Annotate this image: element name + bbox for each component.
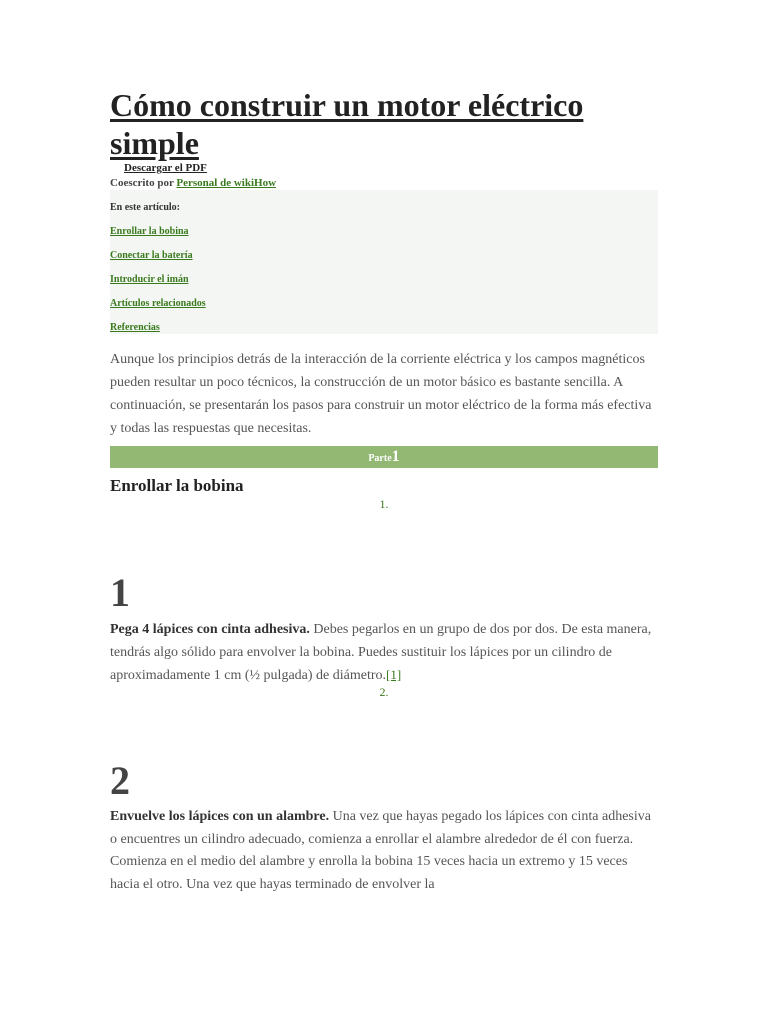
table-of-contents [110, 190, 658, 334]
toc-item-enrollar-bobina[interactable]: Enrollar la bobina [110, 226, 189, 237]
section-title: Enrollar la bobina [110, 476, 244, 495]
reference-link[interactable]: [1] [386, 667, 402, 682]
download-pdf-link[interactable]: Descargar el PDF [124, 162, 207, 174]
step-body-text: Debes pegarlos en un grupo de dos por dos. De esta manera, tendrás algo sólido para envolver la bobina. Puedes sustituir los lápices por un cilindro de aproximadamente 1 cm (½ pulgada) de diámetro. [110, 622, 652, 683]
toc-item-articulos-relacionados[interactable]: Artículos relacionados [110, 298, 206, 309]
part-label: Parte [368, 453, 392, 464]
coauthor-line [110, 177, 276, 189]
intro-paragraph: Aunque los principios detrás de la interacción de la corriente eléctrica y los campos magnéticos pueden resultar un poco técnicos, la construcción de un motor básico es bastante sencilla. A continuación, se presentarán los pasos para construir un motor eléctrico de la forma más efectiva y todas las respuestas que necesitas. [110, 352, 652, 436]
step-text [110, 806, 658, 896]
step-marker: 1. [379, 497, 389, 511]
step-bold-text: Envuelve los lápices con un alambre. [110, 809, 330, 824]
part-header [110, 446, 658, 468]
step-number: 2 [110, 758, 130, 803]
toc-item-conectar-bateria[interactable]: Conectar la batería [110, 250, 193, 261]
step-number: 1 [110, 570, 130, 615]
step-body-text: Una vez que hayas pegado los lápices con cinta adhesiva o encuentres un cilindro adecuado, comienza a enrollar el alambre alrededor de él con fuerza. Comienza en el medio del alambre y enrolla la bobina 15 veces hacia un extremo y 15 veces hacia el otro. Una vez que hayas terminado de envolver la [110, 809, 651, 892]
step-text [110, 619, 658, 688]
coauthor-link[interactable]: Personal de wikiHow [176, 177, 277, 189]
part-number: 1 [391, 448, 400, 465]
toc-heading: En este artículo: [110, 202, 180, 213]
step-marker: 2. [379, 685, 389, 699]
step-bold-text: Pega 4 lápices con cinta adhesiva. [110, 622, 310, 637]
toc-item-referencias[interactable]: Referencias [110, 322, 160, 333]
article-title: Cómo construir un motor eléctrico simple [110, 87, 584, 161]
toc-item-introducir-iman[interactable]: Introducir el imán [110, 274, 189, 285]
coauthor-prefix: Coescrito por [110, 177, 174, 189]
